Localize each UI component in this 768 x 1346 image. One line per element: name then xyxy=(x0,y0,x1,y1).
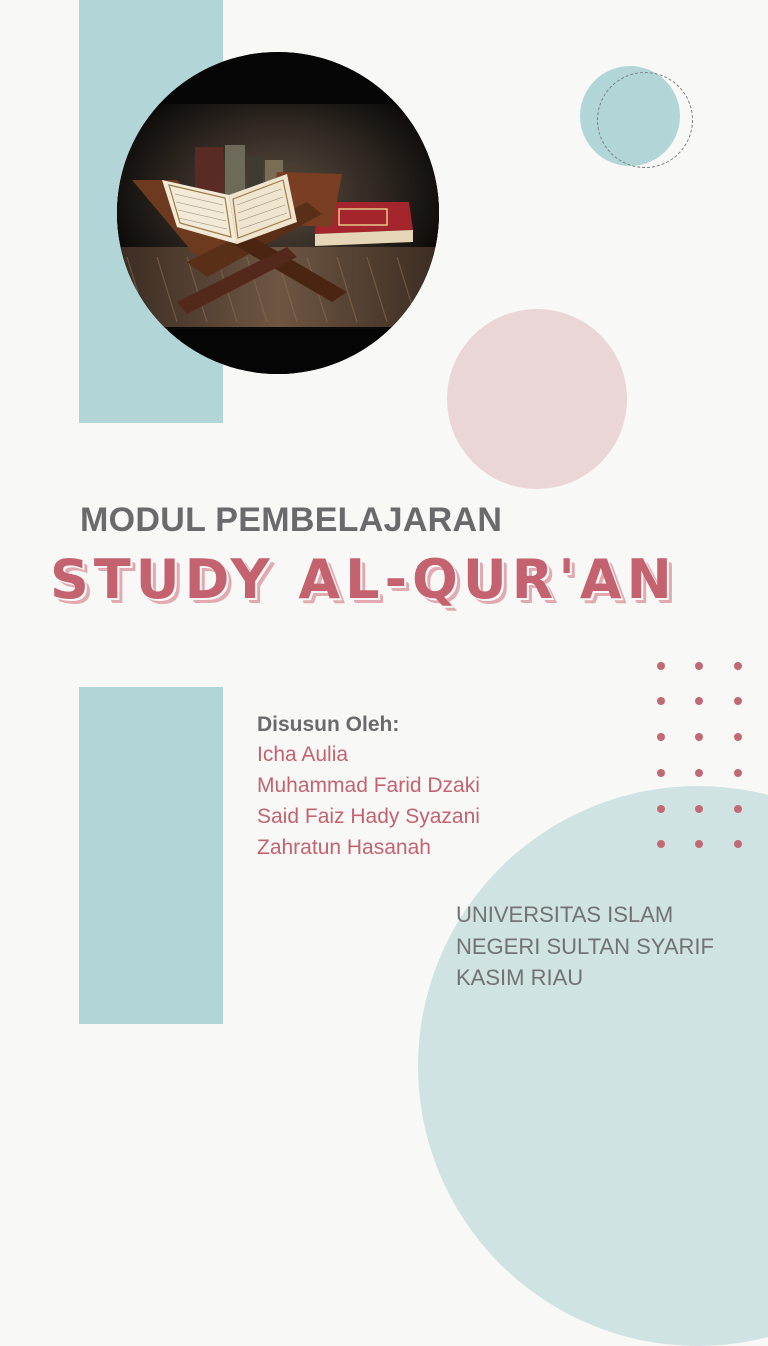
author-name: Zahratun Hasanah xyxy=(257,836,431,859)
author-name: Said Faiz Hady Syazani xyxy=(257,805,480,828)
institution-name xyxy=(456,899,714,994)
module-heading: MODUL PEMBELAJARAN xyxy=(80,501,503,539)
dot xyxy=(695,769,703,777)
dot xyxy=(734,805,742,813)
institution-line: NEGERI SULTAN SYARIF xyxy=(456,933,714,959)
dot xyxy=(695,805,703,813)
dot xyxy=(695,662,703,670)
decorative-bar-bottom xyxy=(79,687,223,1024)
quran-on-rehal-icon xyxy=(117,52,439,374)
dot xyxy=(734,662,742,670)
decorative-circle-teal-large xyxy=(418,786,768,1346)
decorative-circle-dashed xyxy=(597,72,693,168)
module-title: STUDY AL-QUR'AN xyxy=(50,548,677,611)
author-name: Muhammad Farid Dzaki xyxy=(257,774,480,797)
dot xyxy=(734,769,742,777)
dot xyxy=(657,805,665,813)
dot xyxy=(657,697,665,705)
dot xyxy=(695,697,703,705)
institution-line: KASIM RIAU xyxy=(456,965,584,990)
dot-grid xyxy=(650,654,750,854)
dot xyxy=(734,697,742,705)
dot xyxy=(734,840,742,848)
dot xyxy=(657,840,665,848)
dot xyxy=(657,662,665,670)
author-block xyxy=(257,711,480,863)
author-name: Icha Aulia xyxy=(257,743,349,766)
dot xyxy=(657,769,665,777)
dot xyxy=(657,733,665,741)
quran-photo xyxy=(117,52,439,374)
decorative-circle-pink xyxy=(447,309,627,489)
dot xyxy=(734,733,742,741)
dot xyxy=(695,840,703,848)
institution-line: UNIVERSITAS ISLAM xyxy=(456,902,674,927)
dot xyxy=(695,733,703,741)
authors-label: Disusun Oleh: xyxy=(257,713,400,736)
